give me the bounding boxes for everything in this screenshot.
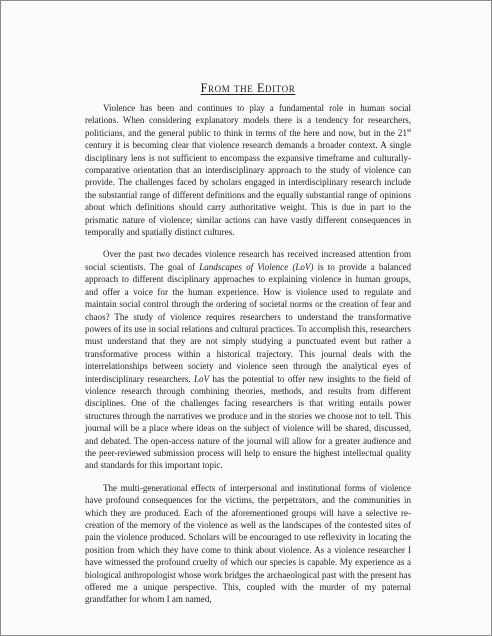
paragraph-text: century it is becoming clear that violence research demands a broader context. A single disciplinary lens is not sufficient to encompass the expansive timeframe and culturally-comparative orientation that an interdisciplinary approach to the study of violence can provide. The challenges faced by scholars engaged in interdisciplinary research include the substantial range of different definitions and the equally substantial range of opinions about which definitions should carry authoritative weight. This is due in part to the prismatic nature of violence; similar actions can have vastly different consequences in temporally and spatially distinct cultures. [85,140,411,238]
paragraph [85,482,411,606]
paragraph-text: is to provide a balanced approach to different disciplinary approaches to explaining violence in human groups, and offer a voice for the human experience. How is violence used to regulate and maintain social control through the ordering of societal norms or the creation of fear and chaos? The study of violence requires researchers to understand the transformative powers of its use in social relations and cultural practices. To accomplish this, researchers must understand that they are not simply studying a punctuated event but rather a transformative process within a historical trajectory. This journal deals with the interrelationships between society and violence seen through the analytical eyes of interdisciplinary researchers. [85,261,412,384]
paragraph-text: Over the past two decades violence research has received increased attention from social scientists. The goal of [85,249,411,272]
superscript-text: st [406,127,411,134]
paragraph-text: The multi-generational effects of interpersonal and institutional forms of violence have profound consequences for the victims, the perpetrators, and the communities in which they are produced. Each of the aforementioned groups will have a selective re-creation of the memory of the violence as well as the landscapes of the contested sites of pain the violence produced. Scholars will be encouraged to use reflexivity in locating the position from which they have come to think about violence. As a violence researcher I have witnessed the profound cruelty of which our species is capable. My experience as a biological anthropologist whose work bridges the archaeological past with the present has offered me a unique perspective. This, coupled with the murder of my paternal grandfather for whom I am named, [85,482,411,605]
page-title: From the Editor [200,81,296,95]
italic-text: Landscapes of Violence (LoV) [199,261,314,272]
paragraph-text: Violence has been and continues to play a fundamental role in human social relations. When considering explanatory models there is a tendency for researchers, politicians, and the general public to think in terms of the here and now, but in the 21 [85,103,411,138]
paragraph [85,248,411,471]
paragraph-text: has the potential to offer new insights to the field of violence research through combining theories, methods, and results from different disciplines. One of the challenges facing researchers is that writing entails power structures through the narratives we produce and in the stories we choose not to tell. This journal will be a place where ideas on the subject of violence will be shared, discussed, and debated. The open-access nature of the journal will allow for a greater audience and the peer-reviewed submission process will help to ensure the highest intellectual quality and standards for this important topic. [85,373,411,471]
editorial-content [85,81,411,606]
body-text [85,102,411,606]
italic-text: LoV [194,373,210,384]
paragraph [85,102,411,238]
